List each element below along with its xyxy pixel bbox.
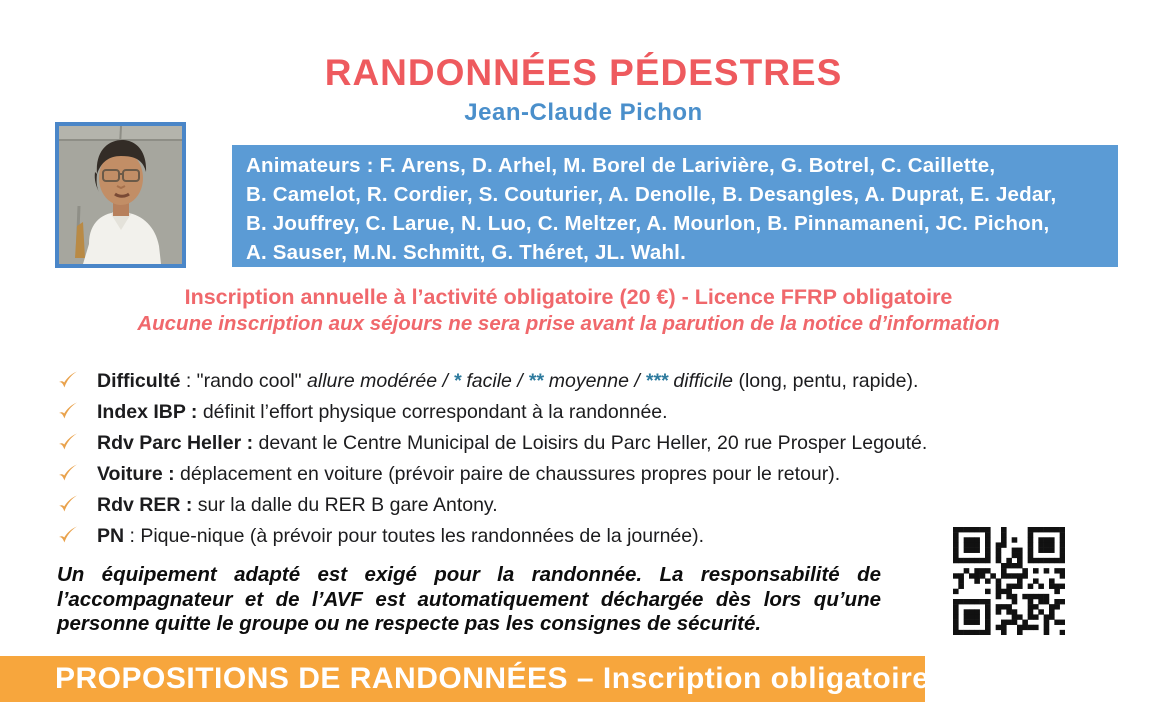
page-title: RANDONNÉES PÉDESTRES [324, 52, 843, 93]
checklist-item-index-ibp [57, 400, 927, 431]
check-icon [57, 462, 97, 489]
checklist-item-pn [57, 524, 927, 555]
checklist-item-text: Rdv RER : sur la dalle du RER B gare Antony. [97, 494, 498, 516]
qr-code [953, 527, 1065, 635]
page-subtitle: Jean-Claude Pichon [464, 99, 703, 126]
animators-box [232, 145, 1118, 267]
check-icon [57, 431, 97, 458]
info-checklist [57, 369, 927, 555]
portrait-photo [55, 122, 186, 268]
propositions-banner [0, 656, 930, 702]
checklist-item-text: Rdv Parc Heller : devant le Centre Municipal de Loisirs du Parc Heller, 20 rue Prosper Legouté. [97, 432, 928, 454]
checklist-item-difficulte [57, 369, 927, 400]
checklist-item-text: Voiture : déplacement en voiture (prévoir paire de chaussures propres pour le retour). [97, 463, 841, 485]
checklist-item-voiture [57, 462, 927, 493]
portrait-illustration [59, 126, 182, 264]
check-icon [57, 524, 97, 551]
inscription-annual-line: Inscription annuelle à l’activité obligatoire (20 €) - Licence FFRP obligatoire [184, 285, 953, 309]
check-icon [57, 400, 97, 427]
inscription-notice-line: Aucune inscription aux séjours ne sera prise avant la parution de la notice d’information [137, 312, 1000, 335]
checklist-item-text: PN : Pique-nique (à prévoir pour toutes les randonnées de la journée). [97, 525, 705, 547]
propositions-banner-text: PROPOSITIONS DE RANDONNÉES – Inscription obligatoire [55, 662, 930, 695]
check-icon [57, 493, 97, 520]
qr-code-graphic [953, 527, 1065, 635]
animators-line: A. Sauser, M.N. Schmitt, G. Théret, JL. Wahl. [246, 241, 686, 264]
checklist-item-rdv-parc-heller [57, 431, 927, 462]
animators-line: Animateurs : F. Arens, D. Arhel, M. Borel de Larivière, G. Botrel, C. Caillette, [246, 154, 996, 177]
checklist-item-text: Index IBP : définit l’effort physique correspondant à la randonnée. [97, 401, 668, 423]
animators-line: B. Camelot, R. Cordier, S. Couturier, A. Denolle, B. Desangles, A. Duprat, E. Jedar, [246, 183, 1057, 206]
equipment-disclaimer: Un équipement adapté est exigé pour la randonnée. La responsabilité de l’accompagnateur et de l’AVF est automatiquement déchargée dès lors qu’une personne quitte le groupe ou ne respecte pas les consignes de sécurité. [57, 563, 881, 635]
checklist-item-text: Difficulté : "rando cool" allure modérée / * facile / ** moyenne / *** difficile (long, pentu, rapide). [97, 370, 919, 392]
animators-line: B. Jouffrey, C. Larue, N. Luo, C. Meltzer, A. Mourlon, B. Pinnamaneni, JC. Pichon, [246, 212, 1050, 235]
checklist-item-rdv-rer [57, 493, 927, 524]
check-icon [57, 369, 97, 396]
